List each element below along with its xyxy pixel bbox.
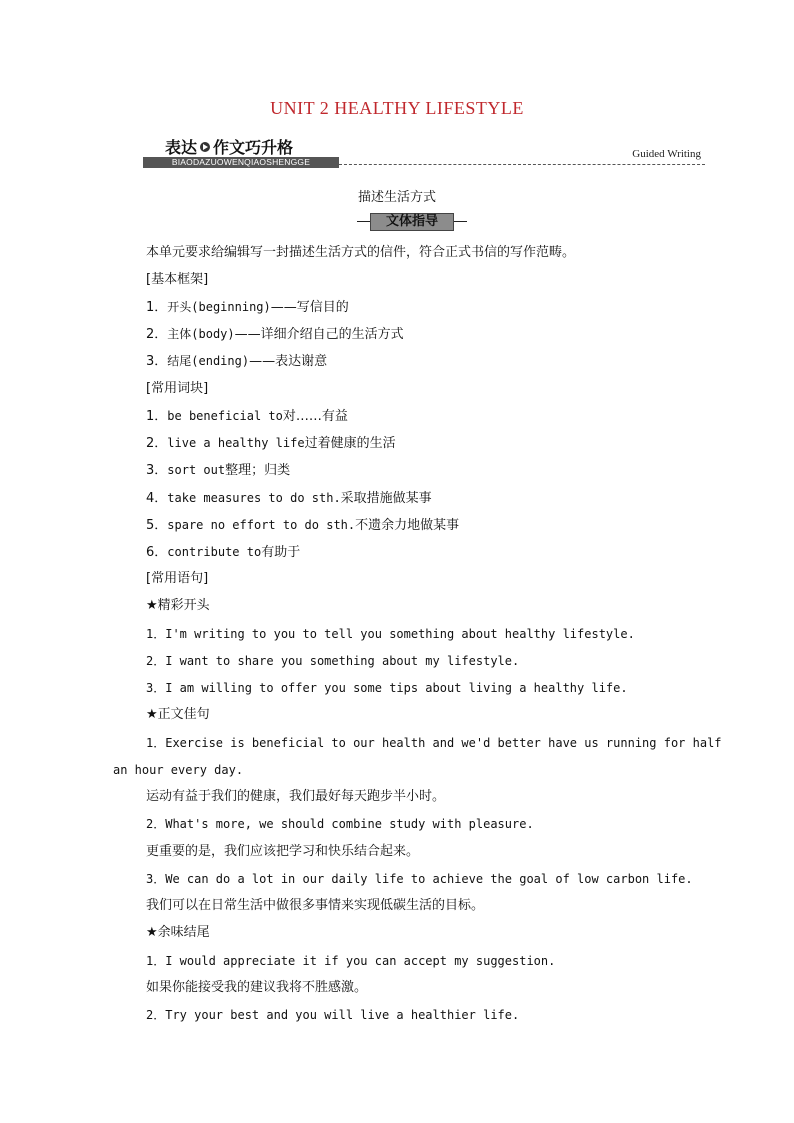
opening-header: ★精彩开头 (146, 598, 210, 613)
phrase-zh: 有助于 (261, 545, 301, 560)
item-number: 3． (146, 463, 168, 478)
intro-text: 本单元要求给编辑写一封描述生活方式的信件，符合正式书信的写作范畴。 (146, 245, 576, 260)
ending-sentence-2: 2．Try your best and you will live a healthier life. (146, 1008, 520, 1022)
phrase-item (146, 517, 459, 534)
ending-sentence-1: 1．I would appreciate it if you can accept my suggestion. (146, 954, 556, 968)
section-banner (143, 133, 339, 169)
item-term: 结尾(ending) (167, 354, 250, 368)
topic-subtitle: 描述生活方式 (357, 190, 436, 205)
phrase-zh: 不遗余力地做某事 (355, 518, 460, 533)
item-meaning: ——表达谢意 (249, 354, 328, 369)
framework-item (146, 353, 327, 370)
phrase-en: contribute to (167, 545, 262, 559)
ending-sentence-1-translation: 如果你能接受我的建议我将不胜感激。 (146, 980, 368, 995)
phrase-item (146, 462, 290, 479)
item-number: 6． (146, 545, 168, 560)
opening-sentence: 3．I am willing to offer you some tips about living a healthy life. (146, 681, 628, 695)
framework-header: [基本框架] (146, 272, 209, 287)
item-number: 1． (146, 300, 168, 315)
banner-pinyin: BIAODAZUOWENQIAOSHENGGE (143, 157, 339, 168)
unit-title: UNIT 2 HEALTHY LIFESTYLE (270, 98, 524, 118)
phrase-zh: 采取措施做某事 (340, 491, 432, 506)
item-number: 2． (146, 327, 168, 342)
phrase-item (146, 435, 396, 452)
item-number: 4． (146, 491, 168, 506)
framework-item (146, 299, 349, 316)
item-number: 1． (146, 409, 168, 424)
item-term: 主体(body) (167, 327, 235, 341)
banner-heading (165, 135, 293, 158)
phrase-zh: 整理；归类 (225, 463, 291, 478)
phrase-zh: 过着健康的生活 (304, 436, 396, 451)
body-header: ★正文佳句 (146, 707, 210, 722)
body-sentence-1-translation: 运动有益于我们的健康，我们最好每天跑步半小时。 (146, 789, 446, 804)
phrase-zh: 对……有益 (282, 409, 348, 424)
phrase-en: take measures to do sth. (167, 491, 341, 505)
phrase-item (146, 544, 300, 561)
sentences-header: [常用语句] (146, 571, 209, 586)
phrase-item (146, 490, 432, 507)
framework-item (146, 326, 404, 343)
header-divider (339, 164, 705, 165)
body-sentence-3-translation: 我们可以在日常生活中做很多事情来实现低碳生活的目标。 (146, 898, 485, 913)
phrase-item (146, 408, 348, 425)
section-label: 文体指导 (370, 213, 454, 231)
phrase-en: sort out (167, 463, 226, 477)
body-sentence-2: 2．What's more, we should combine study with pleasure. (146, 817, 534, 831)
banner-heading-right: 作文巧升格 (213, 138, 294, 157)
phrases-header: [常用词块] (146, 381, 209, 396)
guided-writing-label: Guided Writing (632, 148, 701, 160)
opening-sentence: 2．I want to share you something about my lifestyle. (146, 654, 520, 668)
section-label-wrap (357, 213, 467, 230)
phrase-en: live a healthy life (167, 436, 305, 450)
opening-sentence: 1．I'm writing to you to tell you something about healthy lifestyle. (146, 627, 635, 641)
body-sentence-1-cont: an hour every day. (113, 763, 244, 777)
phrase-en: spare no effort to do sth. (167, 518, 356, 532)
body-sentence-1: 1．Exercise is beneficial to our health and we'd better have us running for half (146, 736, 722, 750)
body-sentence-3: 3．We can do a lot in our daily life to achieve the goal of low carbon life. (146, 872, 693, 886)
phrase-en: be beneficial to (167, 409, 283, 423)
item-term: 开头(beginning) (167, 300, 271, 314)
item-meaning: ——写信目的 (270, 300, 349, 315)
ending-header: ★余味结尾 (146, 925, 210, 940)
banner-heading-left: 表达 (165, 138, 198, 157)
item-meaning: ——详细介绍自己的生活方式 (234, 327, 404, 342)
body-sentence-2-translation: 更重要的是，我们应该把学习和快乐结合起来。 (146, 844, 420, 859)
item-number: 2． (146, 436, 168, 451)
play-arrow-icon (200, 142, 210, 152)
item-number: 3． (146, 354, 168, 369)
item-number: 5． (146, 518, 168, 533)
